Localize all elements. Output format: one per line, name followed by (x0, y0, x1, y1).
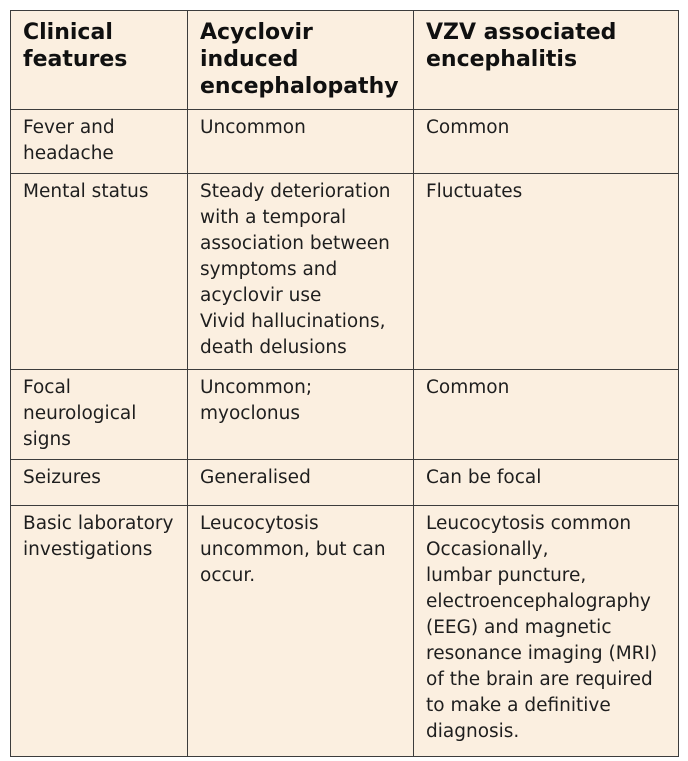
header-line: Acyclovir (200, 20, 313, 45)
cell-line: Steady deterioration (200, 181, 391, 202)
comparison-table-container (10, 10, 678, 753)
cell-line: with a temporal (200, 207, 347, 228)
cell-vzv (414, 174, 679, 370)
cell-line: Uncommon; (200, 377, 313, 398)
header-line: Clinical (23, 20, 113, 45)
table-row (11, 174, 679, 370)
cell-line: symptoms and (200, 259, 338, 280)
cell-line: Basic laboratory (23, 513, 174, 534)
cell-line: Fluctuates (426, 181, 523, 202)
table-row (11, 460, 679, 506)
cell-line: lumbar puncture, (426, 565, 587, 586)
cell-feature (11, 110, 188, 174)
cell-line: Occasionally, (426, 539, 549, 560)
cell-acyclovir (188, 174, 414, 370)
table-row (11, 110, 679, 174)
cell-acyclovir (188, 506, 414, 757)
cell-line: of the brain are required (426, 669, 653, 690)
cell-line: Leucocytosis common (426, 513, 632, 534)
cell-line: Common (426, 377, 510, 398)
clinical-comparison-table (10, 10, 679, 757)
cell-acyclovir (188, 460, 414, 506)
header-line: encephalitis (426, 47, 578, 72)
cell-line: myoclonus (200, 403, 301, 424)
cell-acyclovir (188, 370, 414, 460)
cell-line: Focal (23, 377, 71, 398)
cell-line: Generalised (200, 467, 311, 488)
cell-line: diagnosis. (426, 721, 520, 742)
cell-line: occur. (200, 565, 256, 586)
cell-line: Seizures (23, 467, 101, 488)
cell-line: Leucocytosis (200, 513, 319, 534)
cell-line: electroencephalography (426, 591, 651, 612)
cell-line: Uncommon (200, 117, 306, 138)
table-row (11, 506, 679, 757)
cell-line: (EEG) and magnetic (426, 617, 612, 638)
cell-feature (11, 506, 188, 757)
cell-line: uncommon, but can (200, 539, 386, 560)
cell-vzv (414, 506, 679, 757)
table-row (11, 370, 679, 460)
cell-line: acyclovir use (200, 285, 322, 306)
cell-vzv (414, 110, 679, 174)
header-line: VZV associated (426, 20, 617, 45)
cell-line: Mental status (23, 181, 149, 202)
header-vzv-encephalitis (414, 11, 679, 110)
header-line: encephalopathy (200, 74, 399, 99)
cell-line: headache (23, 143, 114, 164)
cell-vzv (414, 460, 679, 506)
header-acyclovir-encephalopathy (188, 11, 414, 110)
header-clinical-features (11, 11, 188, 110)
cell-line: resonance imaging (MRI) (426, 643, 658, 664)
cell-line: Can be focal (426, 467, 542, 488)
cell-feature (11, 174, 188, 370)
cell-line: investigations (23, 539, 153, 560)
cell-line: to make a definitive (426, 695, 611, 716)
table-header-row (11, 11, 679, 110)
cell-line: signs (23, 429, 71, 450)
cell-line: death delusions (200, 337, 347, 358)
cell-vzv (414, 370, 679, 460)
cell-acyclovir (188, 110, 414, 174)
cell-feature (11, 460, 188, 506)
cell-line: Common (426, 117, 510, 138)
header-line: induced (200, 47, 299, 72)
cell-line: neurological (23, 403, 137, 424)
cell-feature (11, 370, 188, 460)
cell-line: Vivid hallucinations, (200, 311, 386, 332)
header-line: features (23, 47, 128, 72)
cell-line: association between (200, 233, 390, 254)
cell-line: Fever and (23, 117, 115, 138)
